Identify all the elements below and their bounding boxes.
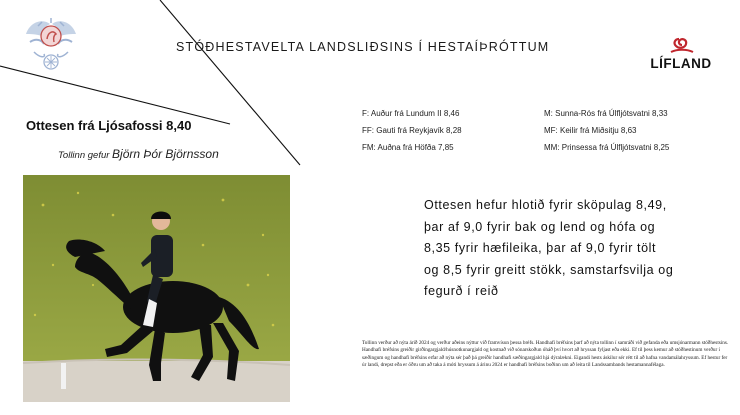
donor-line (58, 147, 219, 161)
pedigree-sire: F: Auður frá Lundum II 8,46 (362, 109, 460, 118)
page-title: STÓÐHESTAVELTA LANDSLIÐSINS Í HESTAÍÞRÓTTUM (176, 40, 550, 54)
diagonal-line-2 (0, 66, 230, 124)
sponsor-logo-text: LÍFLAND (650, 56, 712, 71)
donor-name: Björn Þór Björnsson (112, 147, 219, 161)
terms-fine-print: Tollinn verður að nýta árið 2024 og verður aðeins nýttur við framvísun þessa bréfs. Handhafi bréfsins þarf að nýta tollinn í samráði við gefanda eða umsjónarmann stóðhestsins. Handhafi bréfsins greiðir girðingargjald/húsnotkunargjald og kostnað við sónarskoðun óháð því hvort að hryssan fyljast eða ekki. Ef til þess kemur að stóðhestinum verður í sæðingum og handhafi bréfsins erfar að nýta sér það þá greiðir handhafi sæðingargjald hjá dýralækni. Eigandi hests áskilur sér rétt til að hafna vandamálahryssum. Ef hestur fer úr landi, drepst eða er öðru um að taka á móti hryssum á árinu 2024 er handhafi bréfsins boðinn um að leita til Landssambands hestamannafélaga. (362, 340, 729, 369)
pedigree-sire-dam: FM: Auðna frá Höfða 7,85 (362, 143, 454, 152)
horse-name: Ottesen frá Ljósafossi 8,40 (26, 118, 192, 133)
horse-rider-photo (23, 175, 290, 402)
donor-prefix: Tollinn gefur (58, 150, 110, 161)
pedigree-dam-dam: MM: Prinsessa frá Úlfljótsvatni 8,25 (544, 143, 670, 152)
lifland-logo-icon (649, 36, 713, 76)
diagonal-line-1 (160, 0, 300, 165)
landslid-emblem-icon (20, 12, 82, 74)
pedigree-dam-sire: MF: Keilir frá Miðsitju 8,63 (544, 126, 637, 135)
description-text: Ottesen hefur hlotið fyrir sköpulag 8,49, þar af 9,0 fyrir bak og lend og hófa og 8,35 fyrir hæfileika, þar af 9,0 fyrir tölt og 8,5 fyrir greitt stökk, samstarfsvilja og fegurð í reið (424, 198, 674, 298)
pedigree-dam: M: Sunna-Rós frá Úlfljótsvatni 8,33 (544, 109, 668, 118)
pedigree-sire-sire: FF: Gauti frá Reykjavík 8,28 (362, 126, 462, 135)
